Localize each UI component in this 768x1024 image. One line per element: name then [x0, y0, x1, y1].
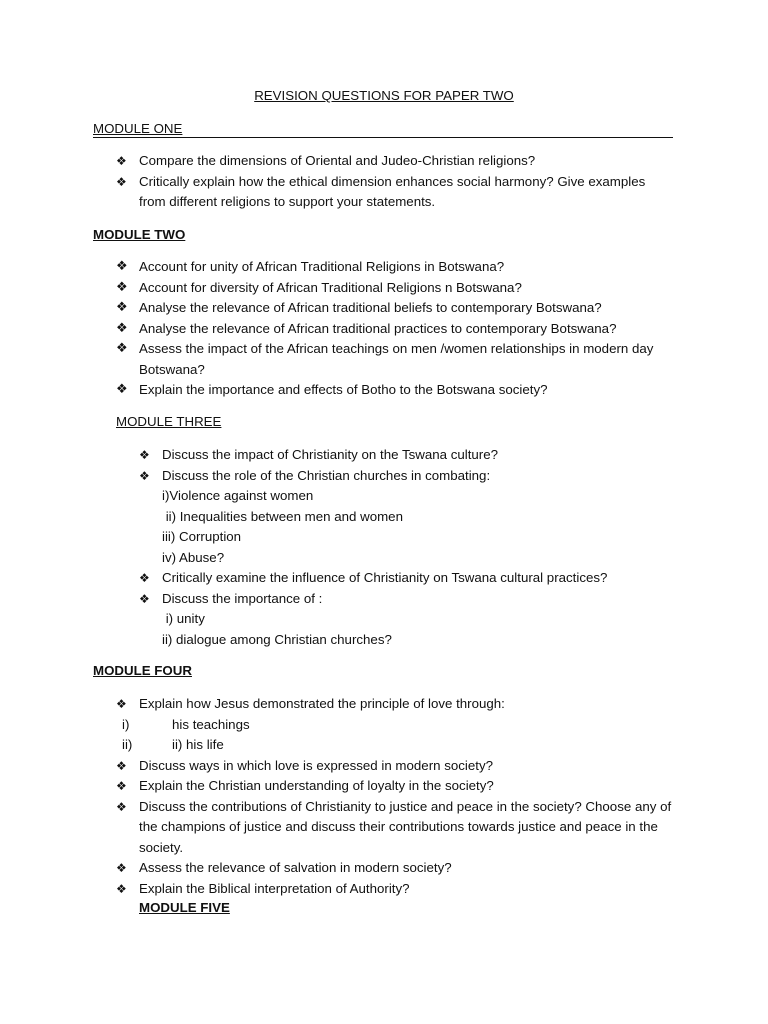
list-item: ❖ Critically explain how the ethical dimension enhances social harmony? Give examples from different religions to support your statements.	[116, 173, 646, 209]
module-two-list	[116, 257, 671, 401]
sub-item: i) unity	[162, 611, 205, 626]
list-item: ❖ Account for unity of African Traditional Religions in Botswana?	[116, 257, 671, 278]
list-item: ❖ Discuss the contributions of Christianity to justice and peace in the society? Choose any of the champions of justice and discuss their contributions towards justice and peace in the society.	[116, 798, 672, 855]
diamond-fleuron-icon: ❖	[116, 799, 127, 814]
sub-item: ii) Inequalities between men and women	[162, 508, 403, 524]
list-item: ❖ Critically examine the influence of Christianity on Tswana cultural practices?	[139, 568, 679, 589]
list-item: ❖ Discuss the role of the Christian churches in combating: i)Violence against women ii) Inequalities between men and women iii) Corruption iv) Abuse?	[139, 466, 679, 569]
sub-item: iv) Abuse?	[162, 549, 225, 565]
list-item: ❖ Explain the Biblical interpretation of Authority?	[116, 879, 676, 900]
diamond-fleuron-icon: ❖	[116, 279, 128, 295]
diamond-fleuron-icon: ❖	[139, 591, 150, 606]
list-item: ❖ Discuss the importance of : i) unity ii) dialogue among Christian churches?	[139, 589, 679, 651]
sub-item: ii) dialogue among Christian churches?	[162, 631, 392, 647]
sub-item: i)Violence against women	[162, 488, 314, 503]
module-four-list	[116, 694, 676, 899]
list-item: ❖ Analyse the relevance of African traditional beliefs to contemporary Botswana?	[116, 298, 671, 319]
diamond-fleuron-icon: ❖	[116, 300, 128, 315]
module-one-heading	[93, 120, 673, 138]
diamond-fleuron-icon: ❖	[116, 382, 128, 397]
list-item: ❖ Analyse the relevance of African traditional practices to contemporary Botswana?	[116, 319, 671, 340]
list-item: ❖ Account for diversity of African Traditional Religions n Botswana?	[116, 278, 671, 299]
diamond-fleuron-icon: ❖	[139, 468, 150, 483]
list-item: ❖ Explain how Jesus demonstrated the principle of love through: i) his teachings ii) ii) his life	[116, 694, 676, 756]
diamond-fleuron-icon: ❖	[116, 174, 127, 189]
list-item: ❖ Explain the Christian understanding of loyalty in the society?	[116, 776, 676, 797]
sub-item: ii) ii) his life	[122, 737, 224, 752]
diamond-fleuron-icon: ❖	[116, 758, 127, 773]
diamond-fleuron-icon: ❖	[116, 779, 127, 793]
diamond-fleuron-icon: ❖	[139, 571, 150, 585]
sub-item: iii) Corruption	[162, 529, 242, 544]
page-title: REVISION QUESTIONS FOR PAPER TWO	[254, 88, 514, 103]
list-item: ❖ Assess the relevance of salvation in modern society?	[116, 858, 676, 879]
diamond-fleuron-icon: ❖	[116, 697, 127, 711]
list-item: ❖ Discuss the impact of Christianity on the Tswana culture?	[139, 445, 679, 466]
list-item: ❖ Compare the dimensions of Oriental and Judeo-Christian religions?	[116, 151, 656, 172]
diamond-fleuron-icon: ❖	[116, 881, 127, 896]
list-item: ❖ Assess the impact of the African teachings on men /women relationships in modern day Botswana?	[116, 341, 654, 377]
diamond-fleuron-icon: ❖	[116, 320, 128, 336]
module-one-list	[116, 151, 656, 213]
module-three-list	[139, 445, 679, 650]
diamond-fleuron-icon: ❖	[116, 861, 127, 875]
module-four-heading: MODULE FOUR	[93, 663, 192, 678]
diamond-fleuron-icon: ❖	[116, 259, 128, 274]
module-one-heading-text: MODULE ONE	[93, 121, 183, 136]
list-item: ❖ Explain the importance and effects of Botho to the Botswana society?	[116, 380, 671, 401]
diamond-fleuron-icon: ❖	[116, 341, 128, 356]
module-two-heading: MODULE TWO	[93, 227, 186, 242]
diamond-fleuron-icon: ❖	[116, 154, 127, 168]
module-five-heading: MODULE FIVE	[139, 900, 230, 915]
sub-item: i) his teachings	[122, 716, 250, 732]
diamond-fleuron-icon: ❖	[139, 448, 150, 462]
module-three-heading: MODULE THREE	[116, 414, 222, 429]
list-item: ❖ Discuss ways in which love is expressed in modern society?	[116, 756, 676, 777]
